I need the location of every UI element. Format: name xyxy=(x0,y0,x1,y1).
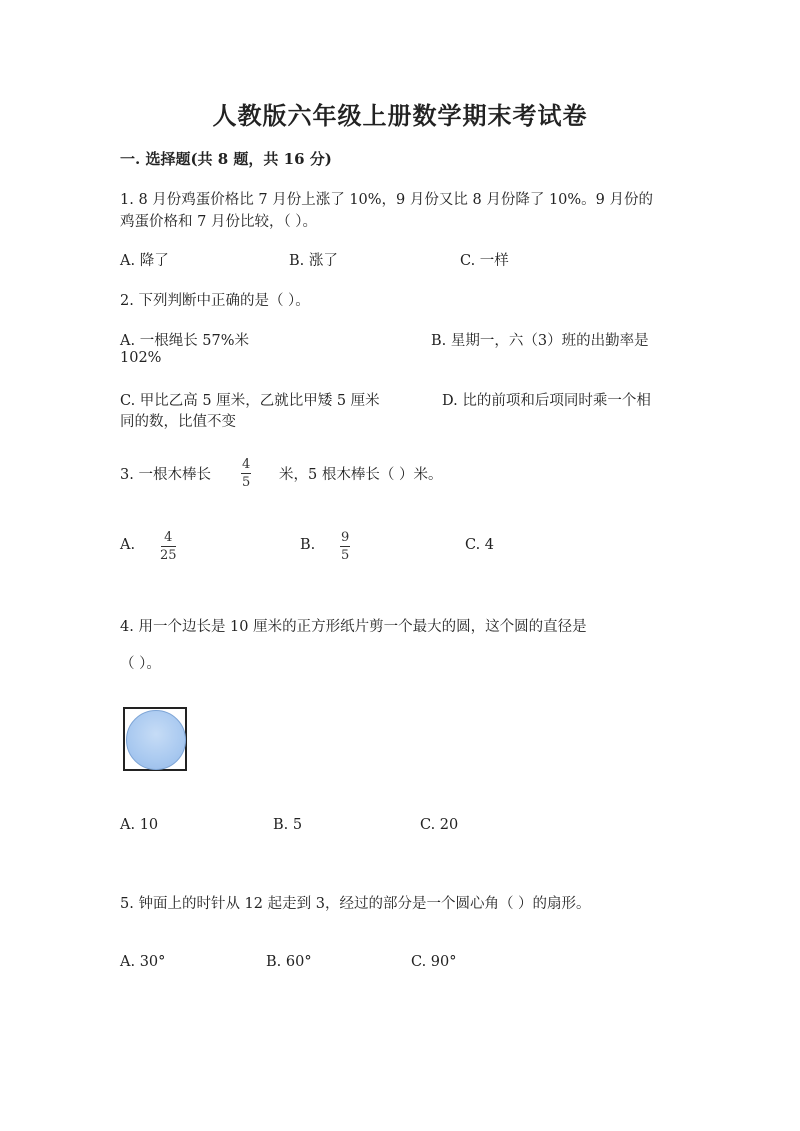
q2-stem: 2. 下列判断中正确的是（ ）。 xyxy=(120,293,310,309)
q4-stem-line1: 4. 用一个边长是 10 厘米的正方形纸片剪一个最大的圆，这个圆的直径是 xyxy=(120,619,587,635)
q1-stem-line2: 鸡蛋价格和 7 月份比较，（ ）。 xyxy=(120,214,318,230)
q3-option-a-label: A. xyxy=(120,537,136,553)
q3-option-c: C. 4 xyxy=(465,537,495,553)
q3-option-a-fraction xyxy=(160,531,177,562)
page-title: 人教版六年级上册数学期末考试卷 xyxy=(212,101,588,130)
fraction-denominator: 25 xyxy=(160,548,177,563)
q5-option-b: B. 60° xyxy=(266,954,312,970)
fraction-denominator: 5 xyxy=(242,475,251,490)
q5-option-a: A. 30° xyxy=(120,954,166,970)
square-with-circle-figure xyxy=(123,707,187,771)
fraction-numerator: 4 xyxy=(164,530,173,545)
q4-stem-line2: （ ）。 xyxy=(120,656,161,672)
q2-option-a: A. 一根绳长 57%米 xyxy=(120,333,250,349)
q1-option-a: A. 降了 xyxy=(120,253,169,269)
q4-option-b: B. 5 xyxy=(273,817,303,833)
q1-option-b: B. 涨了 xyxy=(289,253,338,269)
q3-stem-suffix: 米，5 根木棒长（ ）米。 xyxy=(279,467,443,483)
q1-stem-line1: 1. 8 月份鸡蛋价格比 7 月份上涨了 10%，9 月份又比 8 月份降了 10%。9 月份的 xyxy=(120,192,654,208)
fraction-numerator: 9 xyxy=(341,530,350,545)
q3-option-b-fraction xyxy=(339,531,351,562)
section-heading: 一. 选择题(共 8 题，共 16 分) xyxy=(120,150,332,168)
q2-option-d-line1: D. 比的前项和后项同时乘一个相 xyxy=(442,393,651,409)
fraction-numerator: 4 xyxy=(242,457,251,472)
q2-option-b-line1: B. 星期一，六（3）班的出勤率是 xyxy=(431,333,649,349)
q3-stem-prefix: 3. 一根木棒长 xyxy=(120,467,211,483)
q3-stem-fraction xyxy=(240,458,252,489)
q2-option-b-line2: 102% xyxy=(120,350,162,366)
q5-option-c: C. 90° xyxy=(411,954,457,970)
inscribed-circle xyxy=(126,710,186,770)
q5-stem: 5. 钟面上的时针从 12 起走到 3，经过的部分是一个圆心角（ ）的扇形。 xyxy=(120,896,591,912)
q4-option-a: A. 10 xyxy=(120,817,159,833)
q1-option-c: C. 一样 xyxy=(460,253,509,269)
q3-option-b-label: B. xyxy=(300,537,316,553)
q2-option-d-line2: 同的数，比值不变 xyxy=(120,414,236,430)
q2-option-c: C. 甲比乙高 5 厘米，乙就比甲矮 5 厘米 xyxy=(120,393,380,409)
fraction-denominator: 5 xyxy=(341,548,350,563)
q4-option-c: C. 20 xyxy=(420,817,459,833)
